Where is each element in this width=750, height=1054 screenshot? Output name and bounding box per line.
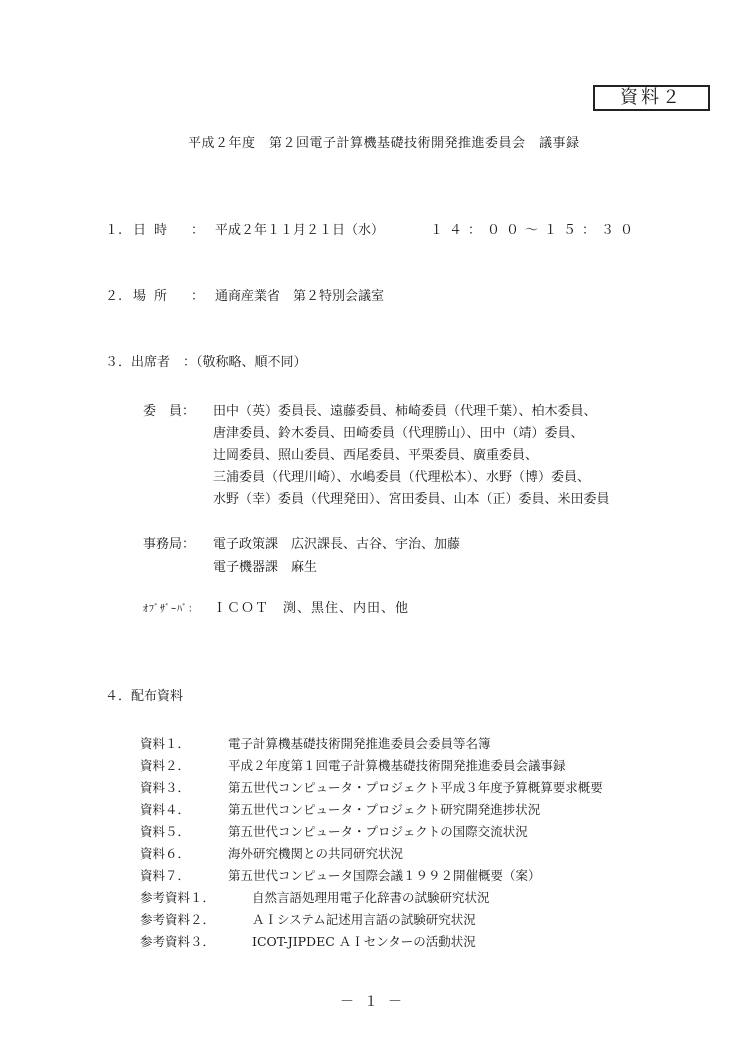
material-item xyxy=(140,756,700,774)
members-line: 唐津委員、鈴木委員、田崎委員（代理勝山）、田中（靖）委員、 xyxy=(213,426,584,441)
secretariat-label: 事務局： xyxy=(143,537,196,552)
material-item xyxy=(140,910,700,928)
material-item xyxy=(140,800,700,818)
material-title: ＡＩシステム記述用言語の試験研究状況 xyxy=(252,912,476,927)
material-key: 資料７． xyxy=(140,868,191,883)
meeting-time: １４：００～１５：３０ xyxy=(430,223,640,238)
material-title: 第五世代コンピュータ・プロジェクト平成３年度予算概算要求概要 xyxy=(228,780,603,795)
material-title: 電子計算機基礎技術開発推進委員会委員等名簿 xyxy=(228,736,491,751)
material-key: 参考資料１． xyxy=(140,890,216,905)
material-key: 資料１． xyxy=(140,736,191,751)
material-key: 資料４． xyxy=(140,802,191,817)
meeting-place: 通商産業省 第２特別会議室 xyxy=(215,289,385,304)
material-item xyxy=(140,822,700,840)
members-line: 田中（英）委員長、遠藤委員、柿崎委員（代理千葉）、柏木委員、 xyxy=(213,404,597,419)
materials-heading: ４．配布資料 xyxy=(105,689,184,704)
members-label: 委 員： xyxy=(143,404,196,419)
material-title: 自然言語処理用電子化辞書の試験研究状況 xyxy=(252,890,490,905)
material-title: 平成２年度第１回電子計算機基礎技術開発推進委員会議事録 xyxy=(228,758,566,773)
material-item xyxy=(140,734,700,752)
material-key: 資料５． xyxy=(140,824,191,839)
section-number: ２. xyxy=(105,289,123,304)
material-title: 第五世代コンピュータ・プロジェクトの国際交流状況 xyxy=(228,824,528,839)
section-place xyxy=(105,285,665,305)
members-line: 水野（幸）委員（代理発田）、宮田委員、山本（正）委員、米田委員 xyxy=(213,492,610,507)
section-number: １. xyxy=(105,223,123,238)
secretariat-line: 電子機器課 麻生 xyxy=(213,560,318,575)
attendees-heading: ３．出席者 ：（敬称略、順不同） xyxy=(105,355,307,370)
page-number: －１－ xyxy=(340,994,412,1010)
material-key: 資料３． xyxy=(140,780,191,795)
section-label: 日時 xyxy=(133,223,176,238)
members-line: 三浦委員（代理川崎）、水嶋委員（代理松本）、水野（博）委員、 xyxy=(213,470,591,485)
material-item xyxy=(140,844,700,862)
material-key: 参考資料２． xyxy=(140,912,216,927)
meeting-date: 平成２年１１月２１日（水） xyxy=(215,223,385,238)
document-number-badge: 資料２ xyxy=(593,85,710,111)
material-title: 第五世代コンピュータ・プロジェクト研究開発進捗状況 xyxy=(228,802,541,817)
material-title: 海外研究機関との共同研究状況 xyxy=(228,846,404,861)
secretariat-line: 電子政策課 広沢課長、古谷、宇治、加藤 xyxy=(213,537,461,552)
observer-line: ＩＣＯＴ 渕、黒住、内田、他 xyxy=(213,601,410,616)
section-label: 場所 xyxy=(133,289,176,304)
section-date xyxy=(105,219,665,239)
material-item xyxy=(140,932,700,950)
material-title: 第五世代コンピュータ国際会議１９９２開催概要（案） xyxy=(228,868,541,883)
material-item xyxy=(140,778,700,796)
material-key: 資料６． xyxy=(140,846,191,861)
material-item xyxy=(140,866,700,884)
material-key: 資料２． xyxy=(140,758,191,773)
material-title: ICOT-JIPDEC ＡＩセンターの活動状況 xyxy=(252,934,476,949)
material-key: 参考資料３． xyxy=(140,934,216,949)
section-colon: ： xyxy=(191,289,205,304)
material-item xyxy=(140,888,700,906)
observer-label: ｵﾌﾞｻﾞｰﾊﾞ： xyxy=(143,604,199,615)
section-colon: ： xyxy=(191,223,205,238)
document-title: 平成２年度 第２回電子計算機基礎技術開発推進委員会 議事録 xyxy=(188,136,580,151)
members-line: 辻岡委員、照山委員、西尾委員、平栗委員、廣重委員、 xyxy=(213,448,539,463)
